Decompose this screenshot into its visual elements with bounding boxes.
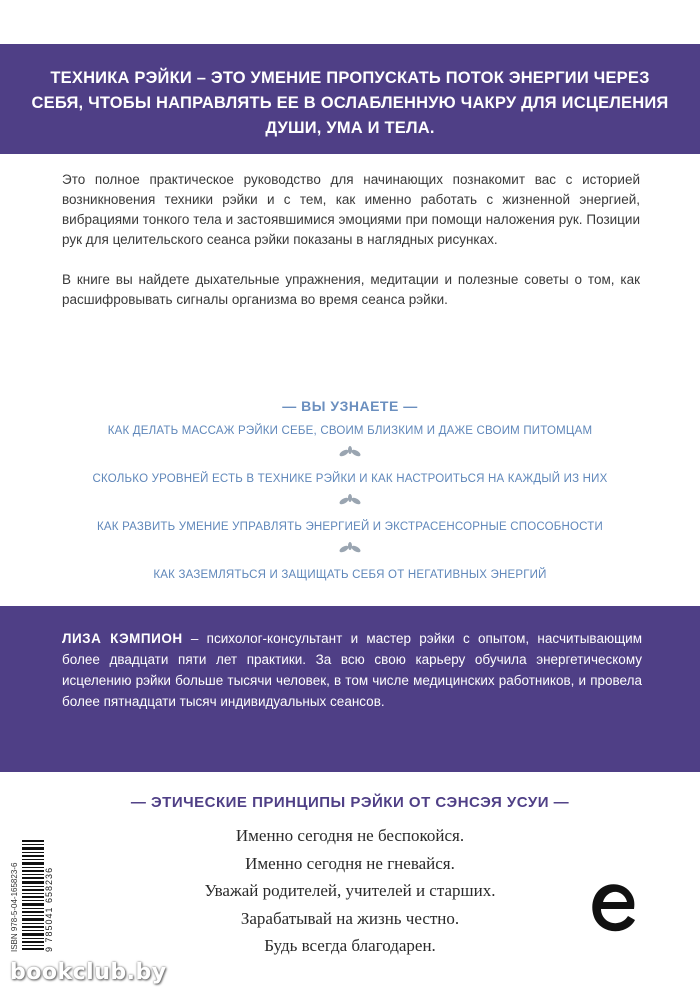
learn-heading: — ВЫ УЗНАЕТЕ —	[282, 398, 418, 414]
ethics-item: Будь всегда благодарен.	[264, 936, 436, 955]
learn-item	[0, 473, 700, 521]
ethics-item: Именно сегодня не беспокойся.	[235, 826, 465, 845]
learn-item	[0, 425, 700, 473]
learn-item-text: КАК ДЕЛАТЬ МАССАЖ РЭЙКИ СЕБЕ, СВОИМ БЛИЗКИМ И ДАЖЕ СВОИМ ПИТОМЦАМ	[107, 425, 593, 437]
publisher-logo-icon	[586, 878, 640, 936]
ethics-list	[150, 822, 550, 960]
watermark: bookclub.by	[10, 960, 167, 985]
intro-paragraph-2: В книге вы найдете дыхательные упражнения, медитации и полезные советы о том, как расшифровывать сигналы организма во время сеанса рэйки.	[62, 272, 640, 307]
learn-item	[0, 521, 700, 569]
barcode-digits: 9 785041 658236	[44, 866, 54, 952]
ethics-item: Зарабатывай на жизнь честно.	[240, 908, 460, 928]
author-bio-text: – психолог-консультант и мастер рэйки с опытом, насчитывающим более двадцати пяти лет практики. За всю свою карьеру обучила энергетическому исцелению рэйки больше тысячи человек, в том числе медицинских работников, и провела более пятнадцати тысяч индивидуальных сеансов.	[62, 631, 643, 709]
headline: ТЕХНИКА РЭЙКИ – ЭТО УМЕНИЕ ПРОПУСКАТЬ ПОТОК ЭНЕРГИИ ЧЕРЕЗ СЕБЯ, ЧТОБЫ НАПРАВЛЯТЬ ЕЕ В ОСЛАБЛЕННУЮ ЧАКРУ ДЛЯ ИСЦЕЛЕНИЯ ДУШИ, УМА И ТЕЛА.	[31, 69, 669, 137]
ethics-heading: — ЭТИЧЕСКИЕ ПРИНЦИПЫ РЭЙКИ ОТ СЭНСЭЯ УСУИ —	[130, 794, 570, 811]
top-margin	[0, 0, 700, 44]
leaf-divider-icon	[335, 541, 365, 555]
isbn-text: ISBN 978-5-04-165823-6	[10, 862, 19, 952]
learn-list	[0, 425, 700, 617]
intro-paragraph-1: Это полное практическое руководство для начинающих познакомит вас с историей возникновения техники рэйки и с тем, как именно работать с жизненной энергией, вибрациями тонкого тела и застоявшимися эмоциями при помощи наложения рук. Позиции рук для целительского сеанса рэйки показаны в наглядных рисунках.	[62, 172, 640, 247]
ethics-item: Уважай родителей, учителей и старших.	[204, 881, 496, 900]
author-name: ЛИЗА КЭМПИОН	[62, 631, 183, 646]
intro-text	[62, 170, 640, 330]
learn-item-text: СКОЛЬКО УРОВНЕЙ ЕСТЬ В ТЕХНИКЕ РЭЙКИ И КАК НАСТРОИТЬСЯ НА КАЖДЫЙ ИЗ НИХ	[92, 473, 608, 485]
learn-item-text: КАК ЗАЗЕМЛЯТЬСЯ И ЗАЩИЩАТЬ СЕБЯ ОТ НЕГАТИВНЫХ ЭНЕРГИЙ	[153, 569, 547, 581]
leaf-divider-icon	[335, 445, 365, 459]
learn-item-text: КАК РАЗВИТЬ УМЕНИЕ УПРАВЛЯТЬ ЭНЕРГИЕЙ И ЭКСТРАСЕНСОРНЫЕ СПОСОБНОСТИ	[97, 521, 603, 533]
author-bio	[62, 628, 642, 712]
ethics-item: Именно сегодня не гневайся.	[245, 853, 455, 873]
leaf-divider-icon	[335, 493, 365, 507]
barcode-icon	[22, 840, 44, 952]
